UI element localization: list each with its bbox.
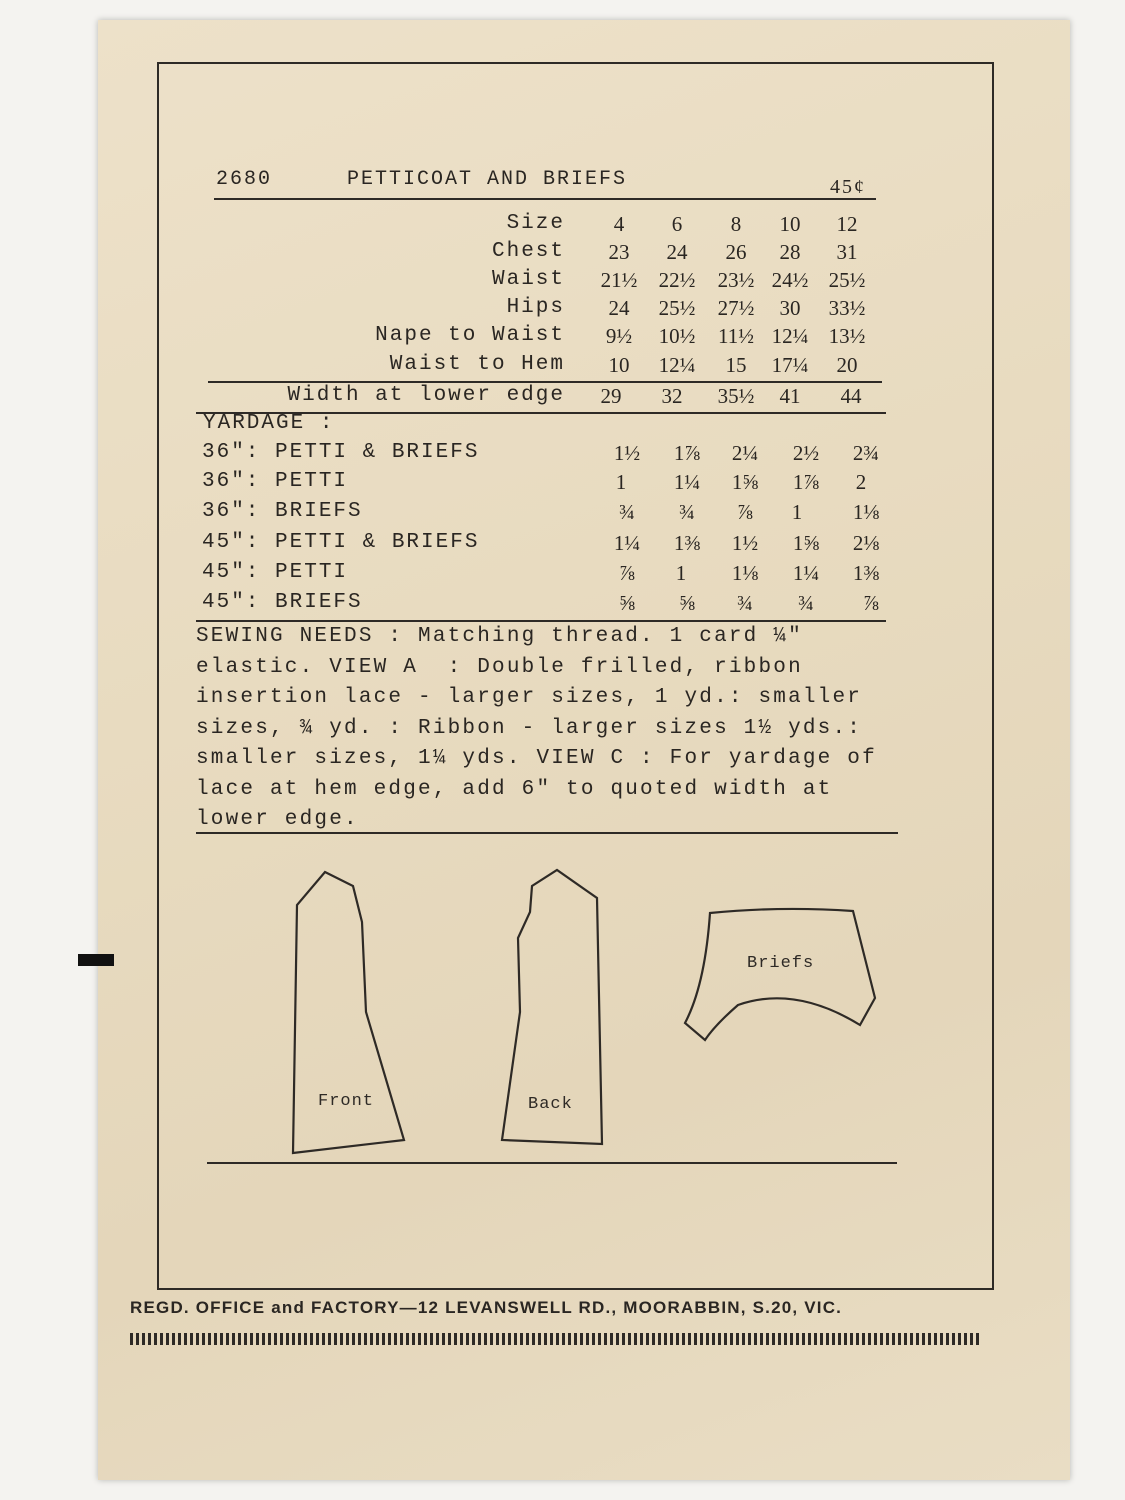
cell: 25½: [828, 268, 866, 292]
cell: 23½: [717, 268, 755, 292]
cell: ⅞: [863, 591, 879, 615]
text-line: lower edge.: [196, 808, 359, 831]
yardage-heading: YARDAGE :: [203, 412, 335, 435]
row-label: Width at lower edge: [287, 384, 565, 407]
row-label: Waist: [491, 268, 565, 291]
cell: 1½: [613, 441, 641, 465]
cell: 1⅞: [792, 470, 820, 494]
cell: ¾: [679, 500, 695, 524]
row-label: 45": PETTI & BRIEFS: [202, 531, 480, 554]
row-label: 45": BRIEFS: [202, 591, 363, 614]
row-label: Nape to Waist: [375, 324, 565, 347]
cell: 1⅜: [673, 531, 701, 555]
cell: 24: [608, 296, 630, 320]
cell: 1¼: [613, 531, 641, 555]
cell: 27½: [717, 296, 755, 320]
cell: 22½: [658, 268, 696, 292]
cell: ¾: [619, 500, 635, 524]
cell: 11½: [718, 324, 754, 348]
cell: 44: [840, 384, 862, 408]
cell: 8: [730, 212, 742, 236]
cell: 31: [836, 240, 858, 264]
row-label: Hips: [506, 296, 565, 319]
cell: 1⅜: [852, 561, 880, 585]
pattern-title: PETTICOAT AND BRIEFS: [347, 168, 628, 191]
row-label: 36": PETTI & BRIEFS: [202, 441, 480, 464]
cell: 2: [855, 470, 867, 494]
cell: 2¼: [731, 441, 759, 465]
cell: ⅝: [679, 591, 695, 615]
cell: 35½: [717, 384, 755, 408]
cell: 9½: [605, 324, 633, 348]
front-piece-label: Front: [318, 1092, 375, 1111]
cell: 1¼: [673, 470, 701, 494]
cell: 10: [779, 212, 801, 236]
cell: 12¼: [771, 324, 809, 348]
row-label: 36": PETTI: [202, 470, 349, 493]
cell: 30: [779, 296, 801, 320]
cell: 1⅛: [852, 500, 880, 524]
cell: 2½: [792, 441, 820, 465]
cell: 10: [608, 353, 630, 377]
text-line: smaller sizes, 1¼ yds. VIEW C : For yardage of: [196, 747, 877, 770]
cell: 2¾: [852, 441, 880, 465]
cell: 2⅛: [852, 531, 880, 555]
cell: 1⅞: [673, 441, 701, 465]
cell: 6: [671, 212, 683, 236]
cell: ⅞: [737, 500, 753, 524]
cell: ¾: [737, 591, 753, 615]
pattern-number: 2680: [216, 168, 273, 191]
cell: 17¼: [771, 353, 809, 377]
cell: ⅝: [619, 591, 635, 615]
cell: 1⅝: [731, 470, 759, 494]
text-line: sizes, ¾ yd. : Ribbon - larger sizes 1½ yds.:: [196, 716, 863, 740]
cell: ⅞: [619, 561, 635, 585]
text-line: SEWING NEEDS : Matching thread. 1 card ¼": [196, 625, 803, 648]
cell: 4: [613, 212, 625, 236]
text-line: lace at hem edge, add 6" to quoted width at: [196, 777, 833, 801]
cell: 33½: [828, 296, 866, 320]
cell: 1¼: [792, 561, 820, 585]
row-label: Waist to Hem: [389, 353, 565, 376]
cell: 1: [615, 470, 627, 494]
company-address: REGD. OFFICE and FACTORY—12 LEVANSWELL RD., MOORABBIN, S.20, VIC.: [130, 1298, 843, 1317]
cell: 1⅛: [731, 561, 759, 585]
cell: 15: [725, 353, 747, 377]
row-label: 36": BRIEFS: [202, 500, 363, 523]
row-label: 45": PETTI: [202, 561, 349, 584]
cell: 1½: [731, 531, 759, 555]
cell: 1: [675, 561, 687, 585]
cell: 20: [836, 353, 858, 377]
cell: 1: [791, 500, 803, 524]
row-label: Size: [506, 212, 565, 235]
cell: 26: [725, 240, 747, 264]
text-line: elastic. VIEW A : Double frilled, ribbon: [196, 655, 803, 679]
cell: 32: [661, 384, 683, 408]
cell: 21½: [600, 268, 638, 292]
barcode-strip: [130, 1333, 982, 1345]
pattern-price: 45¢: [830, 176, 866, 198]
cell: 10½: [658, 324, 696, 348]
text-line: insertion lace - larger sizes, 1 yd.: smaller: [196, 686, 863, 709]
cell: ¾: [798, 591, 814, 615]
back-piece-label: Back: [528, 1095, 573, 1114]
cell: 25½: [658, 296, 696, 320]
cell: 1⅝: [792, 531, 820, 555]
cell: 29: [600, 384, 622, 408]
row-label: Chest: [491, 240, 565, 263]
cell: 12: [836, 212, 858, 236]
cell: 41: [779, 384, 801, 408]
briefs-piece-outline: [685, 909, 875, 1040]
diagram-rule: [207, 1162, 897, 1164]
cell: 12¼: [658, 353, 696, 377]
cell: 24½: [771, 268, 809, 292]
cell: 23: [608, 240, 630, 264]
cell: 13½: [828, 324, 866, 348]
briefs-piece-label: Briefs: [747, 954, 815, 973]
cell: 24: [666, 240, 688, 264]
cell: 28: [779, 240, 801, 264]
